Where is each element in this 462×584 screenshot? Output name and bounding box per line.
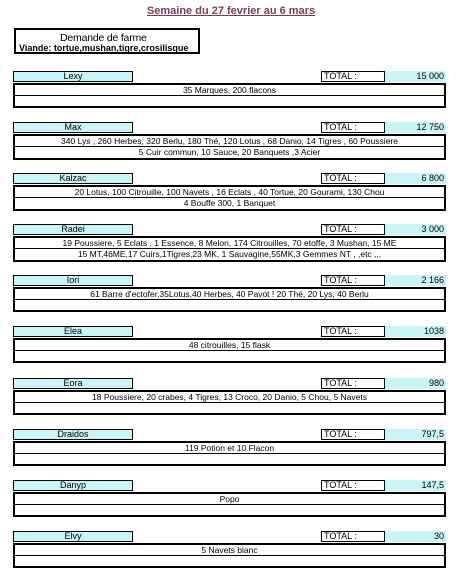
player-name: Iori [13, 275, 133, 286]
total-label: TOTAL : [321, 275, 385, 286]
total-label: TOTAL : [321, 531, 385, 542]
player-name: Max [13, 122, 133, 133]
details-box [13, 287, 446, 312]
details-box [13, 185, 446, 211]
total-value: 980 [385, 378, 446, 389]
page-title: Semaine du 27 fevrier au 6 mars [146, 5, 316, 17]
detail-line: 5 Cuir commun, 10 Sauce, 20 Banquets ,3 Acier [138, 147, 321, 157]
detail-line: 20 Lotus, 100 Citrouille, 100 Navets , 16 Eclats , 40 Tortue, 20 Gourami, 130 Chou [15, 187, 444, 198]
player-name: Radei [13, 224, 133, 235]
detail-line-blank [15, 96, 444, 106]
player-block [13, 275, 446, 312]
total-label: TOTAL : [321, 480, 385, 491]
total-label: TOTAL : [321, 122, 385, 133]
total-value: 6 800 [385, 173, 446, 184]
total-value: 1038 [385, 326, 446, 337]
player-block [13, 378, 446, 415]
detail-line: 48 citrouilles, 15 flask [15, 340, 444, 351]
details-box [13, 441, 446, 466]
details-box [13, 134, 446, 160]
request-heading: Demande de farme [60, 32, 147, 44]
player-block [13, 326, 446, 363]
total-label: TOTAL : [321, 378, 385, 389]
detail-line-blank [15, 505, 444, 515]
detail-line-blank [15, 403, 444, 413]
detail-line: 19 Poussiere, 5 Eclats , 1 Essence, 8 Melon, 174 Citrouilles, 70 etoffe, 3 Mushan, 15 ME [15, 238, 444, 249]
total-label: TOTAL : [321, 71, 385, 82]
detail-line-blank [15, 454, 444, 464]
detail-line-blank [15, 556, 444, 566]
detail-line: 4 Bouffe 300, 1 Banquet [183, 198, 276, 208]
player-block [13, 71, 446, 108]
total-value: 3 000 [385, 224, 446, 235]
total-value: 12 750 [385, 122, 446, 133]
detail-line: 18 Poussiere, 20 crabes, 4 Tigres, 13 Croco, 20 Danio, 5 Chou, 5 Navets [15, 392, 444, 403]
player-block [13, 122, 446, 160]
player-name: Eora [13, 378, 133, 389]
details-box [13, 390, 446, 415]
player-block [13, 429, 446, 466]
total-value: 30 [385, 531, 446, 542]
total-label: TOTAL : [321, 429, 385, 440]
detail-line: 119 Potion et 10 Flacon [15, 443, 444, 454]
details-box [13, 543, 446, 568]
request-box [14, 28, 200, 54]
total-value: 797,5 [385, 429, 446, 440]
player-block [13, 173, 446, 211]
details-box [13, 83, 446, 108]
request-note: Viande: tortue,mushan,tigre,crosilisque [19, 43, 189, 53]
total-label: TOTAL : [321, 173, 385, 184]
detail-line-blank [15, 351, 444, 361]
details-box [13, 492, 446, 517]
player-block [13, 224, 446, 262]
details-box [13, 338, 446, 363]
player-name: Draidos [13, 429, 133, 440]
detail-line: 35 Marques, 200 flacons [15, 85, 444, 96]
total-value: 2 166 [385, 275, 446, 286]
player-block [13, 480, 446, 517]
detail-line: Popo [15, 494, 444, 505]
details-box [13, 236, 446, 262]
player-name: Elea [13, 326, 133, 337]
total-label: TOTAL : [321, 224, 385, 235]
total-value: 15 000 [385, 71, 446, 82]
detail-line-blank [15, 300, 444, 310]
total-value: 147,5 [385, 480, 446, 491]
detail-line: 340 Lys , 260 Herbes, 320 Berlu, 180 Thé, 120 Lotus , 68 Danio, 14 Tigres , 60 Poussiere [15, 136, 444, 147]
player-name: Lexy [13, 71, 133, 82]
total-label: TOTAL : [321, 326, 385, 337]
player-name: Kalzac [13, 173, 133, 184]
player-block [13, 531, 446, 568]
detail-line: 15 MT,46ME,17 Cuirs,1Tigres,23 MK, 1 Sauvagine,55MK,3 Gemmes NT , ,etc ,,, [77, 249, 382, 259]
player-name: Danyp [13, 480, 133, 491]
detail-line: 5 Navets blanc [15, 545, 444, 556]
player-name: Elvy [13, 531, 133, 542]
detail-line: 61 Barre d'ectofer,35Lotus,40 Herbes, 40 Pavot ! 20 Thé, 20 Lys, 40 Berlu [15, 289, 444, 300]
